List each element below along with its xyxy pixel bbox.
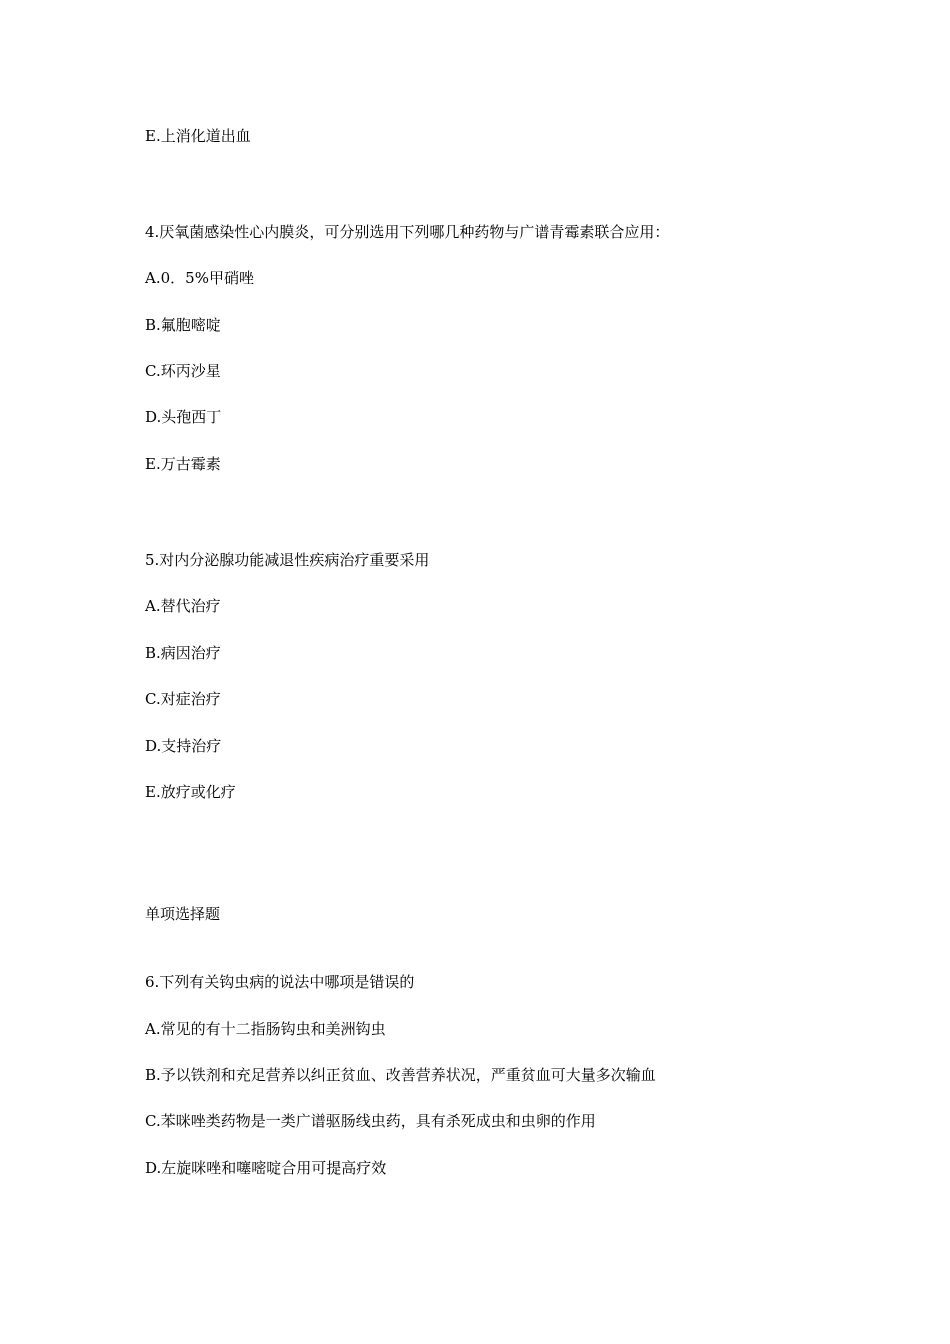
q6-option-d: D.左旋咪唑和噻嘧啶合用可提高疗效: [145, 1159, 387, 1177]
q3-option-e: E.上消化道出血: [145, 127, 251, 145]
q6-stem: 6.下列有关钩虫病的说法中哪项是错误的: [145, 973, 415, 991]
q5-option-a: A.替代治疗: [145, 597, 221, 615]
q5-option-d: D.支持治疗: [145, 737, 222, 755]
q5-option-c: C.对症治疗: [145, 690, 221, 708]
q6-option-b: B.予以铁剂和充足营养以纠正贫血、改善营养状况，严重贫血可大量多次输血: [145, 1066, 656, 1084]
q5-option-e: E.放疗或化疗: [145, 783, 236, 801]
q6-option-a: A.常见的有十二指肠钩虫和美洲钩虫: [145, 1020, 386, 1038]
q4-stem: 4.厌氧菌感染性心内膜炎，可分别选用下列哪几种药物与广谱青霉素联合应用：: [145, 223, 670, 241]
q4-option-c: C.环丙沙星: [145, 362, 221, 380]
q4-option-d: D.头孢西丁: [145, 408, 222, 426]
section-heading: 单项选择题: [145, 905, 221, 923]
q4-option-b: B.氟胞嘧啶: [145, 316, 221, 334]
q4-option-e: E.万古霉素: [145, 455, 221, 473]
q5-stem: 5.对内分泌腺功能减退性疾病治疗重要采用: [145, 551, 430, 569]
q5-option-b: B.病因治疗: [145, 644, 221, 662]
q6-option-c: C.苯咪唑类药物是一类广谱驱肠线虫药，具有杀死成虫和虫卵的作用: [145, 1112, 596, 1130]
q4-option-a: A.0．5%甲硝唑: [145, 269, 254, 287]
